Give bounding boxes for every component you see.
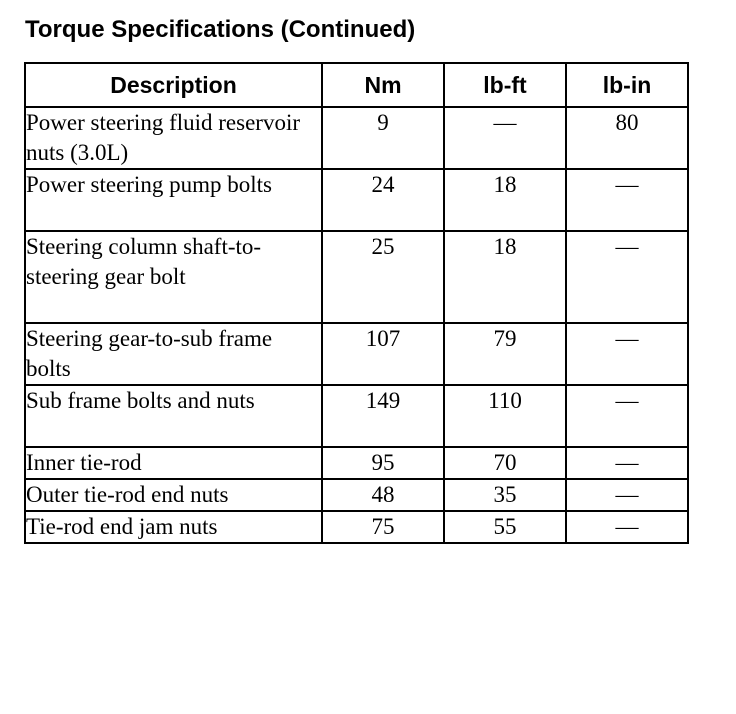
table-row — [25, 385, 688, 447]
row-lb-in: 80 — [566, 107, 688, 169]
row-description: Outer tie-rod end nuts — [25, 479, 322, 511]
header-lb-ft: lb-ft — [444, 63, 566, 107]
table-header-row — [25, 63, 688, 107]
row-lb-ft: 110 — [444, 385, 566, 447]
table-row — [25, 231, 688, 323]
table-row — [25, 511, 688, 543]
row-description: Inner tie-rod — [25, 447, 322, 479]
row-lb-ft: 35 — [444, 479, 566, 511]
row-lb-ft: 79 — [444, 323, 566, 385]
row-nm: 48 — [322, 479, 444, 511]
row-description: Power steering fluid reservoir nuts (3.0L) — [25, 107, 322, 169]
row-description: Sub frame bolts and nuts — [25, 385, 322, 447]
table-row — [25, 323, 688, 385]
page-title: Torque Specifications (Continued) — [25, 16, 416, 43]
table-row — [25, 107, 688, 169]
row-lb-ft: 18 — [444, 169, 566, 231]
row-nm: 75 — [322, 511, 444, 543]
row-nm: 95 — [322, 447, 444, 479]
row-lb-ft: 55 — [444, 511, 566, 543]
row-lb-ft: 70 — [444, 447, 566, 479]
row-lb-in: — — [566, 169, 688, 231]
row-nm: 107 — [322, 323, 444, 385]
row-lb-in: — — [566, 385, 688, 447]
row-lb-in: — — [566, 479, 688, 511]
torque-spec-table — [24, 62, 689, 544]
row-description: Steering gear-to-sub frame bolts — [25, 323, 322, 385]
header-nm: Nm — [322, 63, 444, 107]
header-description: Description — [25, 63, 322, 107]
row-lb-in: — — [566, 447, 688, 479]
table-row — [25, 479, 688, 511]
row-description: Steering column shaft-to-steering gear bolt — [25, 231, 322, 323]
row-description: Tie-rod end jam nuts — [25, 511, 322, 543]
row-lb-in: — — [566, 231, 688, 323]
header-lb-in: lb-in — [566, 63, 688, 107]
table-row — [25, 169, 688, 231]
row-nm: 149 — [322, 385, 444, 447]
row-nm: 24 — [322, 169, 444, 231]
row-lb-in: — — [566, 323, 688, 385]
row-description: Power steering pump bolts — [25, 169, 322, 231]
row-lb-in: — — [566, 511, 688, 543]
row-lb-ft: — — [444, 107, 566, 169]
row-lb-ft: 18 — [444, 231, 566, 323]
row-nm: 25 — [322, 231, 444, 323]
table-row — [25, 447, 688, 479]
row-nm: 9 — [322, 107, 444, 169]
